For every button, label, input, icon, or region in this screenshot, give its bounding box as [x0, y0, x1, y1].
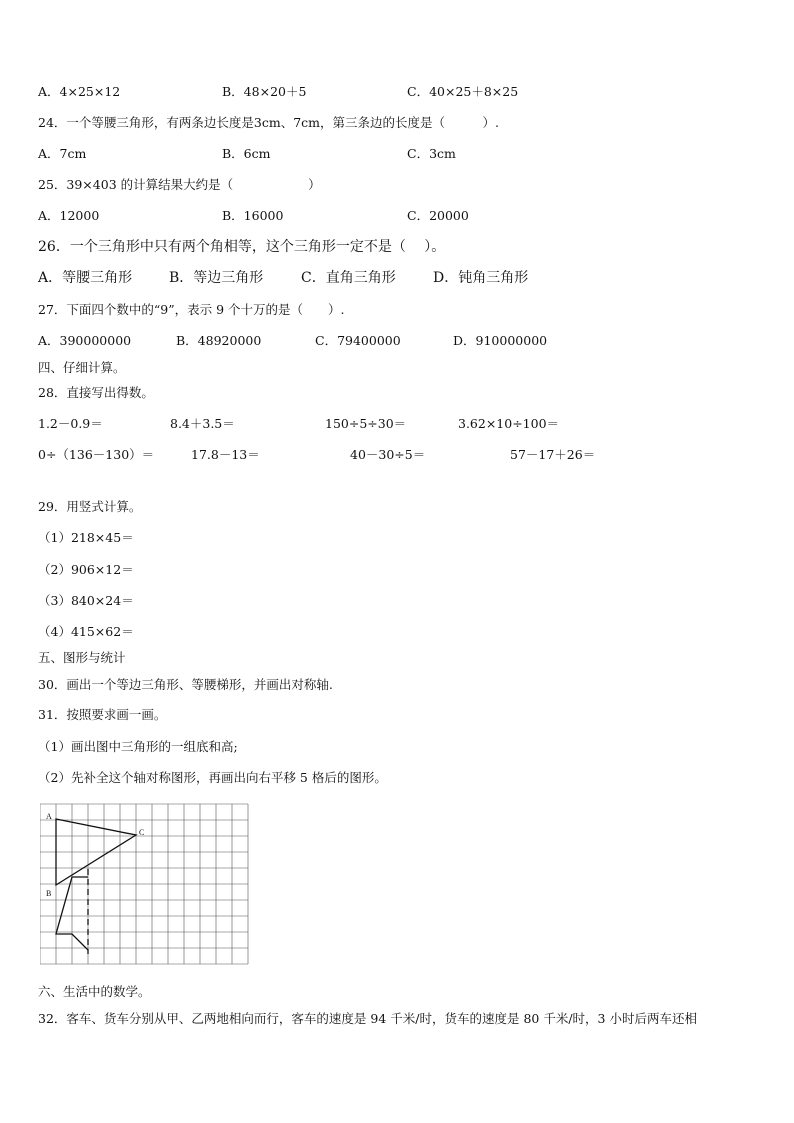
q25-option-a: A．12000 — [38, 208, 100, 223]
q25-option-c: C．20000 — [407, 208, 469, 223]
q27-stem: 27．下面四个数中的“9”，表示 9 个十万的是（ ）. — [38, 302, 345, 317]
q24-option-a: A．7cm — [38, 146, 87, 161]
q27-option-c: C．79400000 — [315, 333, 401, 348]
vertex-label-a: A — [46, 812, 52, 821]
vertex-label-c: C — [139, 828, 145, 837]
q27-option-b: B．48920000 — [176, 333, 262, 348]
q27-option-d: D．910000000 — [453, 333, 548, 348]
q25-option-b: B．16000 — [222, 208, 284, 223]
q31-item-2: （2）先补全这个轴对称图形，再画出向右平移 5 格后的图形。 — [38, 770, 387, 785]
q24-option-b: B．6cm — [222, 146, 271, 161]
q28-expr-1: 1.2－0.9＝ — [38, 416, 103, 431]
q28-expr-2: 8.4＋3.5＝ — [170, 416, 235, 431]
q28-expr-7: 40－30÷5＝ — [350, 447, 426, 462]
q28-expr-5: 0÷（136－130）＝ — [38, 447, 155, 462]
q26-option-c: C．直角三角形 — [301, 270, 396, 286]
section-6-heading: 六、生活中的数学。 — [38, 984, 151, 999]
q31-stem: 31．按照要求画一画。 — [38, 707, 167, 722]
q29-item-4: （4）415×62＝ — [38, 624, 134, 639]
q29-stem: 29．用竖式计算。 — [38, 499, 142, 514]
q25-stem: 25．39×403 的计算结果大约是（ ） — [38, 177, 321, 192]
q29-item-2: （2）906×12＝ — [38, 562, 134, 577]
q27-option-a: A．390000000 — [38, 333, 132, 348]
q26-option-a: A．等腰三角形 — [38, 270, 133, 286]
q23-option-a: A．4×25×12 — [38, 84, 121, 99]
q28-expr-8: 57－17＋26＝ — [510, 447, 596, 462]
q26-stem: 26．一个三角形中只有两个角相等，这个三角形一定不是（ ）。 — [38, 239, 446, 255]
q26-option-b: B．等边三角形 — [169, 270, 264, 286]
q29-item-3: （3）840×24＝ — [38, 593, 134, 608]
vertex-label-b: B — [46, 889, 52, 898]
q23-option-b: B．48×20＋5 — [222, 84, 307, 99]
q31-item-1: （1）画出图中三角形的一组底和高; — [38, 739, 238, 754]
q31-grid-figure — [40, 802, 256, 975]
q24-stem: 24．一个等腰三角形，有两条边长度是3cm、7cm，第三条边的长度是（ ）. — [38, 115, 499, 130]
q28-stem: 28．直接写出得数。 — [38, 385, 154, 400]
section-5-heading: 五、图形与统计 — [38, 650, 126, 665]
q28-expr-3: 150÷5÷30＝ — [325, 416, 407, 431]
q32-stem: 32．客车、货车分别从甲、乙两地相向而行，客车的速度是 94 千米/时，货车的速度是 80 千米/时，3 小时后两车还相 — [38, 1011, 697, 1026]
q23-option-c: C．40×25＋8×25 — [407, 84, 519, 99]
grid-svg — [40, 802, 256, 972]
q30-stem: 30．画出一个等边三角形、等腰梯形，并画出对称轴. — [38, 677, 333, 692]
q24-option-c: C．3cm — [407, 146, 456, 161]
q28-expr-4: 3.62×10÷100＝ — [458, 416, 560, 431]
section-4-heading: 四、仔细计算。 — [38, 360, 126, 375]
q26-option-d: D．钝角三角形 — [433, 270, 529, 286]
q29-item-1: （1）218×45＝ — [38, 530, 134, 545]
q28-expr-6: 17.8－13＝ — [191, 447, 260, 462]
